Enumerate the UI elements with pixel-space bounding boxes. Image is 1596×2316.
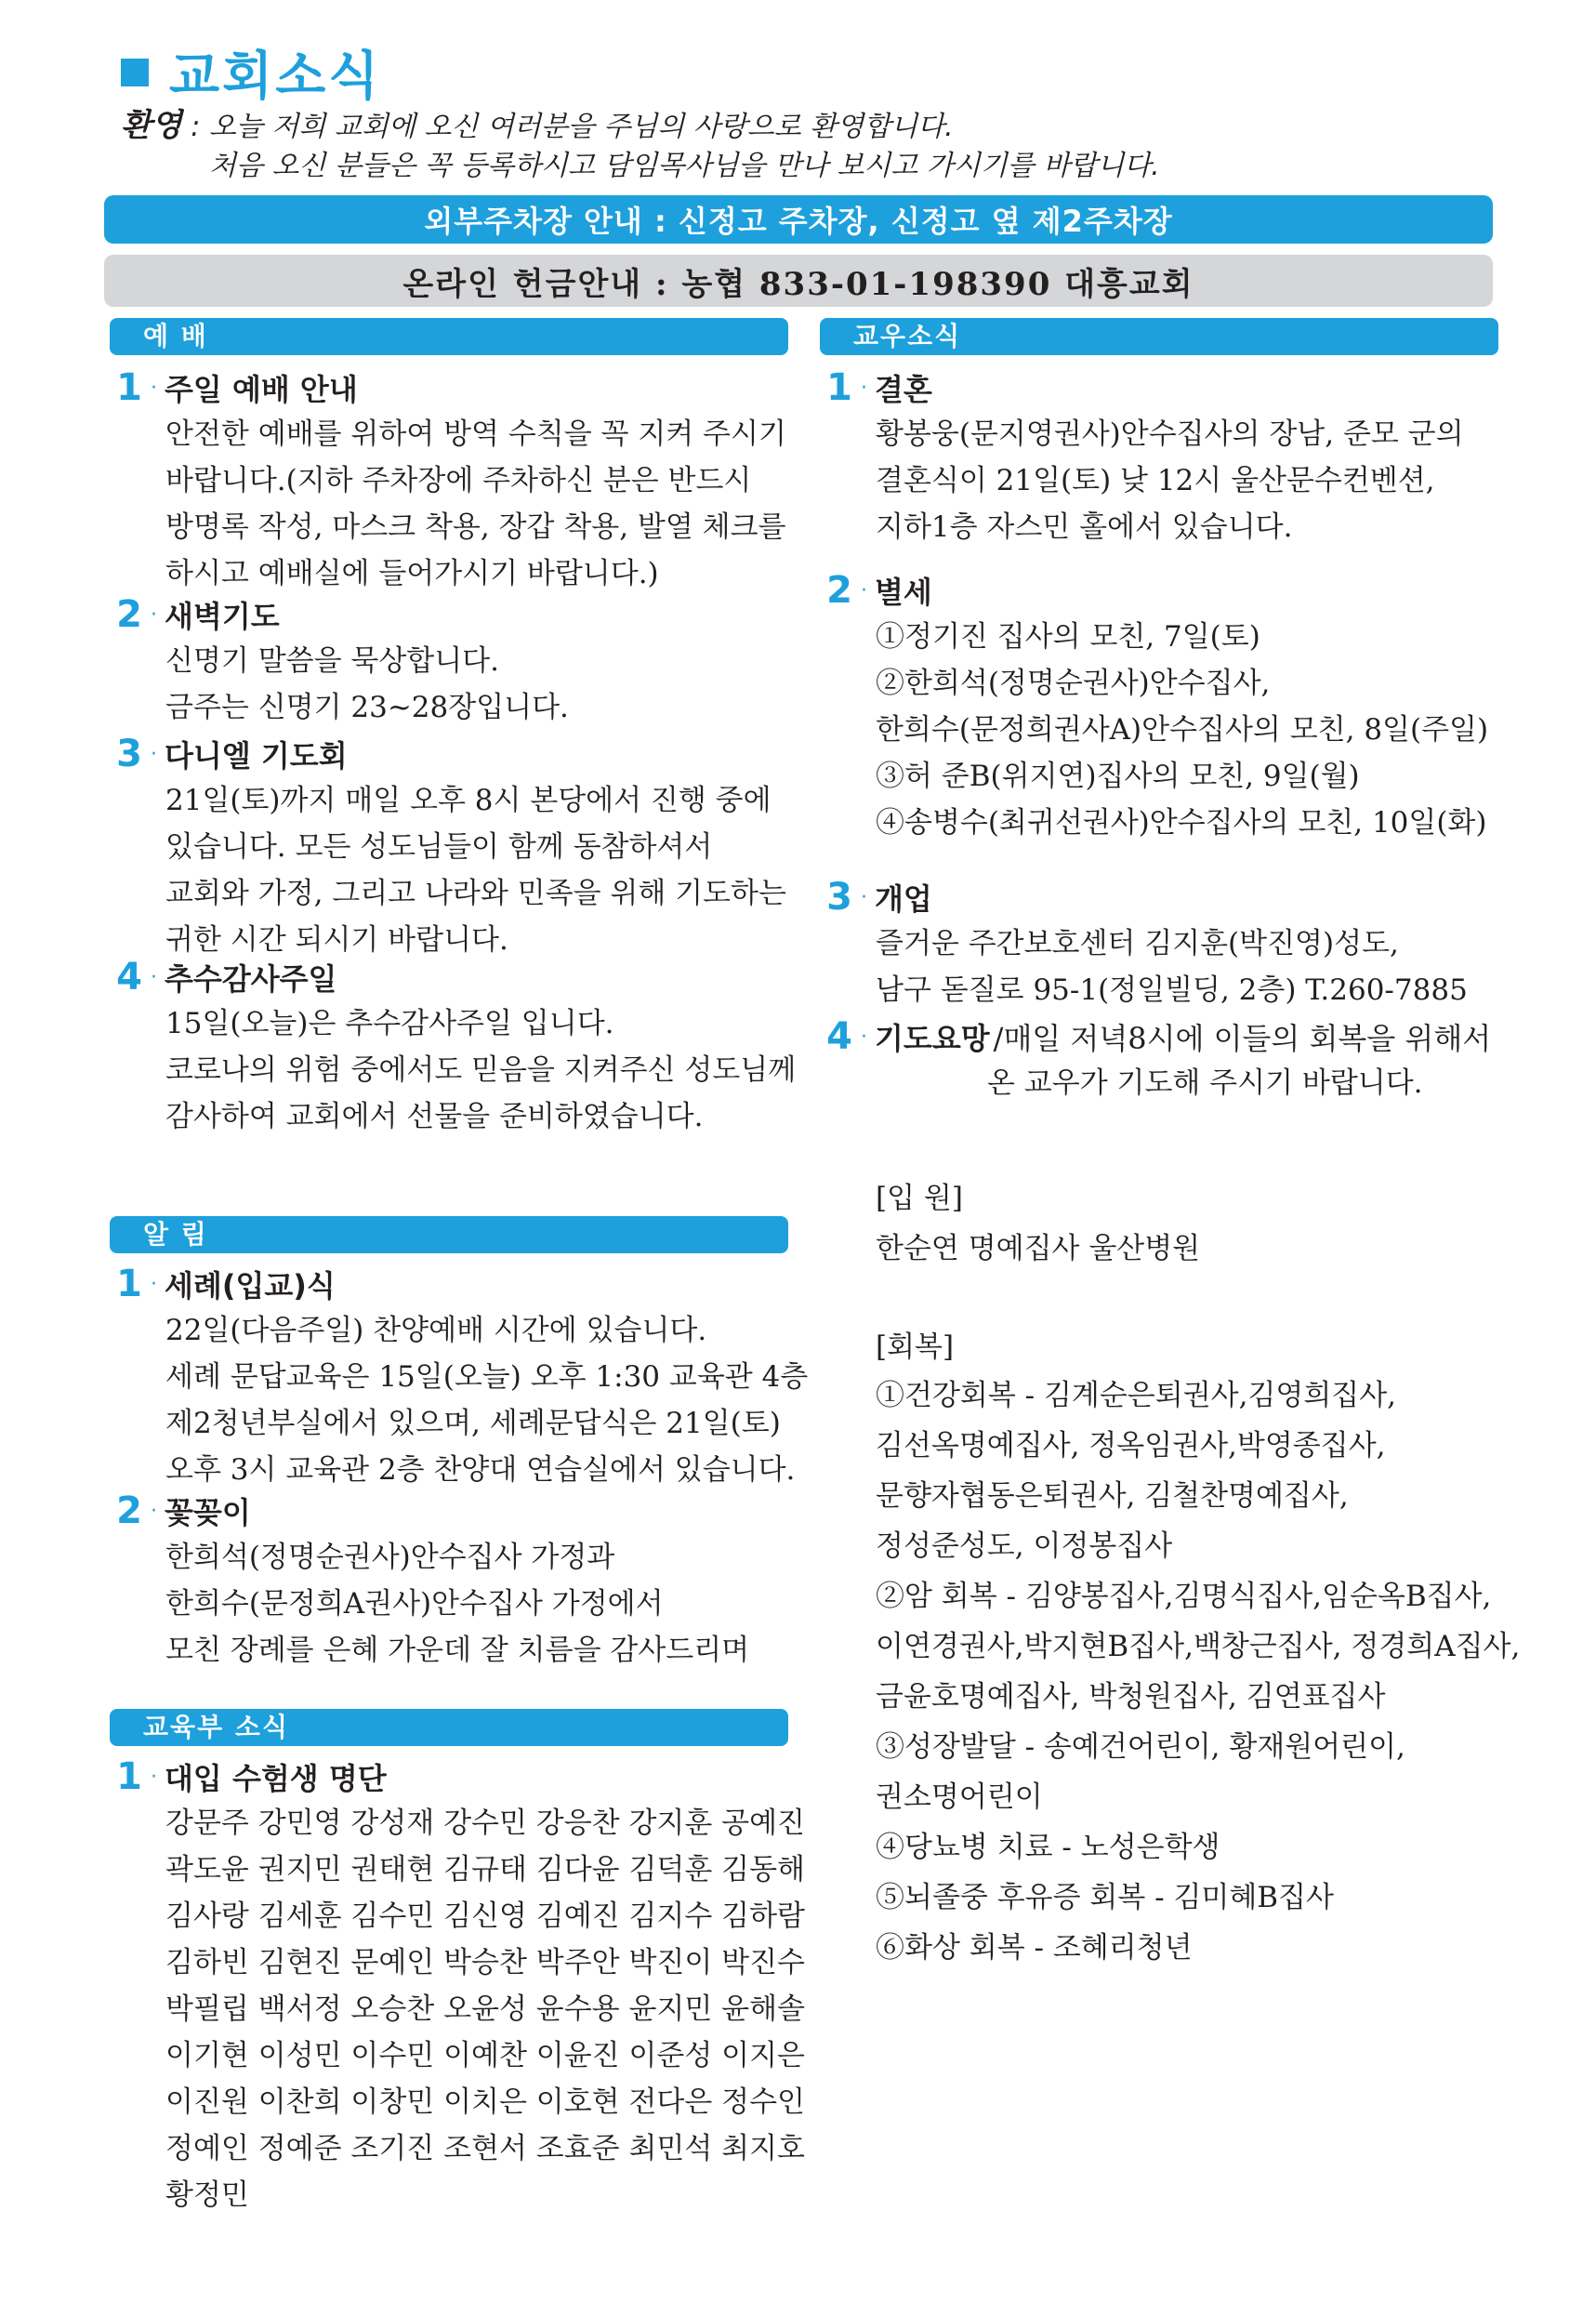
welcome-line-2: 처음 오신 분들은 꼭 등록하시고 담임목사님을 만나 보시고 가시기를 바랍니다. bbox=[209, 150, 1160, 182]
item-text-line: 김하빈 김현진 문예인 박승찬 박주안 박진이 박진수 bbox=[165, 1946, 805, 1979]
item-text-line: 이기현 이성민 이수민 이예찬 이윤진 이준성 이지은 bbox=[165, 2039, 805, 2072]
item-number: 1 bbox=[116, 1263, 142, 1305]
item-heading bbox=[820, 1013, 1498, 1060]
section-label: 교우소식 bbox=[853, 321, 962, 351]
item-number: 2 bbox=[116, 593, 142, 636]
item-title: 대입 수험생 명단 bbox=[165, 1761, 387, 1796]
square-bullet-icon bbox=[121, 59, 149, 86]
item-text-line: 코로나의 위험 중에서도 믿음을 지켜주신 성도님께 bbox=[165, 1053, 797, 1087]
item-text-line: 귀한 시간 되시기 바랍니다. bbox=[165, 923, 508, 957]
text-line: ①건강회복 - 김계순은퇴권사,김영희집사, bbox=[876, 1379, 1397, 1412]
item-text-line: 한희수(문정희A권사)안수집사 가정에서 bbox=[165, 1587, 664, 1621]
item-number: 2 bbox=[116, 1489, 142, 1532]
item-text-line: 정예인 정예준 조기진 조현서 조효준 최민석 최지호 bbox=[165, 2132, 805, 2165]
dot-separator-icon: · bbox=[861, 578, 867, 602]
item-number: 3 bbox=[116, 733, 142, 775]
item-text-line: 황봉웅(문지영권사)안수집사의 장남, 준모 군의 bbox=[876, 417, 1464, 451]
item-number: 1 bbox=[116, 366, 142, 409]
section-label: 예 배 bbox=[143, 321, 208, 351]
text-line: ③성장발달 - 송예건어린이, 황재원어린이, bbox=[876, 1730, 1405, 1764]
welcome-label: 환영 bbox=[121, 107, 182, 144]
item-text-line: 제2청년부실에서 있으며, 세례문답식은 21일(토) bbox=[165, 1407, 781, 1440]
item-heading bbox=[110, 1261, 788, 1307]
item-number: 3 bbox=[826, 876, 852, 919]
item-heading bbox=[820, 567, 1498, 614]
item-text-line: 황정민 bbox=[165, 2178, 249, 2212]
item-text-line: 있습니다. 모든 성도님들이 함께 동참하셔서 bbox=[165, 830, 713, 864]
item-text-line: 오후 3시 교육관 2층 찬양대 연습실에서 있습니다. bbox=[165, 1453, 796, 1487]
list-item bbox=[820, 1013, 1498, 1106]
item-number: 2 bbox=[826, 569, 852, 612]
item-heading bbox=[820, 364, 1498, 411]
parking-banner: 외부주차장 안내 : 신정고 주차장, 신정고 옆 제2주차장 bbox=[104, 195, 1493, 244]
item-heading bbox=[110, 954, 788, 1000]
item-text-line: 바랍니다.(지하 주차장에 주차하신 분은 반드시 bbox=[165, 464, 752, 497]
text-line: 정성준성도, 이정봉집사 bbox=[876, 1529, 1173, 1563]
item-heading bbox=[110, 364, 788, 411]
item-title: 새벽기도 bbox=[165, 599, 280, 634]
dot-separator-icon: · bbox=[861, 376, 867, 400]
item-text-line: 신명기 말씀을 묵상합니다. bbox=[165, 644, 499, 678]
item-heading bbox=[110, 1754, 788, 1800]
list-item bbox=[110, 731, 788, 963]
item-text-line: 22일(다음주일) 찬양예배 시간에 있습니다. bbox=[165, 1314, 707, 1347]
dot-separator-icon: · bbox=[151, 1499, 157, 1523]
item-inline-text: /매일 저녁8시에 이들의 회복을 위해서 bbox=[993, 1021, 1492, 1056]
item-text-line: 세례 문답교육은 15일(오늘) 오후 1:30 교육관 4층 bbox=[165, 1360, 809, 1394]
item-text-line: 지하1층 자스민 홀에서 있습니다. bbox=[876, 510, 1293, 544]
text-line: 이연경권사,박지현B집사,백창근집사, 정경희A집사, bbox=[876, 1630, 1521, 1663]
text-line: ⑥화상 회복 - 조혜리청년 bbox=[876, 1931, 1193, 1965]
item-heading bbox=[110, 1488, 788, 1534]
item-heading bbox=[820, 874, 1498, 920]
section-header-education bbox=[110, 1709, 788, 1746]
list-item bbox=[820, 364, 1498, 550]
text-line: 한순연 명예집사 울산병원 bbox=[876, 1232, 1201, 1265]
list-item bbox=[820, 567, 1498, 846]
dot-separator-icon: · bbox=[861, 1025, 867, 1049]
page-title bbox=[121, 39, 381, 106]
dot-separator-icon: · bbox=[151, 742, 157, 766]
item-text-line: 김사랑 김세훈 김수민 김신영 김예진 김지수 김하람 bbox=[165, 1899, 805, 1933]
item-text-line: 즐거운 주간보호센터 김지훈(박진영)성도, bbox=[876, 927, 1399, 960]
item-title: 다니엘 기도회 bbox=[165, 738, 348, 774]
item-text-line: 한희석(정명순권사)안수집사 가정과 bbox=[165, 1541, 615, 1574]
item-number: 4 bbox=[826, 1015, 852, 1058]
list-item bbox=[820, 874, 1498, 1013]
item-title: 세례(입교)식 bbox=[165, 1268, 336, 1304]
text-line: 권소명어린이 bbox=[876, 1780, 1043, 1814]
offering-banner: 온라인 헌금안내 : 농협 833-01-198390 대흥교회 bbox=[104, 255, 1493, 307]
item-text-line: 결혼식이 21일(토) 낮 12시 울산문수컨벤션, bbox=[876, 464, 1435, 497]
item-text-line: 교회와 가정, 그리고 나라와 민족을 위해 기도하는 bbox=[165, 877, 786, 910]
dot-separator-icon: · bbox=[151, 1765, 157, 1789]
item-title: 추수감사주일 bbox=[165, 961, 337, 997]
item-text-line: 강문주 강민영 강성재 강수민 강응찬 강지훈 공예진 bbox=[165, 1806, 805, 1840]
text-line: 김선옥명예집사, 정옥임권사,박영종집사, bbox=[876, 1429, 1386, 1462]
welcome-line-1 bbox=[121, 106, 1515, 147]
item-text-line: 모친 장례를 은혜 가운데 잘 치름을 감사드리며 bbox=[165, 1634, 750, 1667]
item-text-line: 방명록 작성, 마스크 착용, 장갑 착용, 발열 체크를 bbox=[165, 510, 786, 544]
dot-separator-icon: · bbox=[151, 965, 157, 989]
section-header-notices bbox=[110, 1216, 788, 1253]
item-title: 별세 bbox=[875, 575, 932, 610]
hospital-label: [입 원] bbox=[876, 1182, 963, 1215]
title-text: 교회소식 bbox=[169, 46, 382, 107]
list-item bbox=[110, 364, 788, 597]
section-label: 교육부 소식 bbox=[143, 1712, 289, 1742]
item-heading bbox=[110, 731, 788, 777]
item-text-line: 박필립 백서정 오승찬 오윤성 윤수용 윤지민 윤해솔 bbox=[165, 1992, 805, 2026]
list-item bbox=[110, 1754, 805, 2218]
list-item bbox=[110, 954, 797, 1140]
dot-separator-icon: · bbox=[151, 1272, 157, 1296]
item-text-line: ①정기진 집사의 모친, 7일(토) bbox=[876, 620, 1260, 654]
text-line: ②암 회복 - 김양봉집사,김명식집사,임순옥B집사, bbox=[876, 1580, 1492, 1613]
item-title: 기도요망 bbox=[875, 1021, 990, 1056]
dot-separator-icon: · bbox=[151, 602, 157, 627]
text-line: ④당뇨병 치료 - 노성은학생 bbox=[876, 1831, 1220, 1864]
section-header-worship bbox=[110, 318, 788, 355]
item-heading bbox=[110, 591, 788, 638]
item-text-line: 15일(오늘)은 추수감사주일 입니다. bbox=[165, 1007, 614, 1040]
item-text-line: 하시고 예배실에 들어가시기 바랍니다.) bbox=[165, 557, 659, 590]
item-text-line: 21일(토)까지 매일 오후 8시 본당에서 진행 중에 bbox=[165, 784, 772, 817]
dot-separator-icon: · bbox=[861, 885, 867, 909]
item-text-line: 온 교우가 기도해 주시기 바랍니다. bbox=[987, 1066, 1423, 1100]
item-text-line: 남구 돋질로 95-1(정일빌딩, 2층) T.260-7885 bbox=[876, 973, 1468, 1007]
item-title: 결혼 bbox=[875, 372, 932, 407]
item-text-line: ③허 준B(위지연)집사의 모친, 9일(월) bbox=[876, 760, 1360, 793]
item-text-line: 이진원 이찬희 이창민 이치은 이호현 전다은 정수인 bbox=[165, 2085, 805, 2119]
item-title: 꽃꽂이 bbox=[165, 1495, 251, 1530]
item-title: 주일 예배 안내 bbox=[165, 372, 358, 407]
item-number: 1 bbox=[116, 1755, 142, 1798]
item-number: 4 bbox=[116, 956, 142, 999]
dot-separator-icon: · bbox=[151, 376, 157, 400]
item-text-line: ④송병수(최귀선권사)안수집사의 모친, 10일(화) bbox=[876, 806, 1487, 840]
text-line: ⑤뇌졸중 후유증 회복 - 김미혜B집사 bbox=[876, 1881, 1334, 1914]
item-text-line: 한희수(문정희권사A)안수집사의 모친, 8일(주일) bbox=[876, 713, 1489, 747]
welcome-text-1: : 오늘 저희 교회에 오신 여러분을 주님의 사랑으로 환영합니다. bbox=[181, 111, 954, 143]
item-number: 1 bbox=[826, 366, 852, 409]
item-title: 개업 bbox=[875, 881, 932, 917]
welcome-message bbox=[121, 106, 1515, 186]
text-line: 금윤호명예집사, 박청원집사, 김연표집사 bbox=[876, 1680, 1386, 1714]
item-text-line: 금주는 신명기 23~28장입니다. bbox=[165, 691, 569, 724]
text-line: 문향자협동은퇴권사, 김철찬명예집사, bbox=[876, 1479, 1349, 1513]
list-item bbox=[110, 591, 788, 731]
item-text-line: 안전한 예배를 위하여 방역 수칙을 꼭 지켜 주시기 bbox=[165, 417, 786, 451]
list-item bbox=[110, 1261, 809, 1493]
section-label: 알 림 bbox=[143, 1219, 208, 1250]
item-text-line: ②한희석(정명순권사)안수집사, bbox=[876, 667, 1271, 700]
recovery-label: [회복] bbox=[876, 1330, 955, 1364]
list-item bbox=[110, 1488, 788, 1674]
section-header-members bbox=[820, 318, 1498, 355]
item-text-line: 곽도윤 권지민 권태현 김규태 김다윤 김덕훈 김동해 bbox=[165, 1853, 805, 1886]
item-text-line: 감사하여 교회에서 선물을 준비하였습니다. bbox=[165, 1100, 704, 1133]
